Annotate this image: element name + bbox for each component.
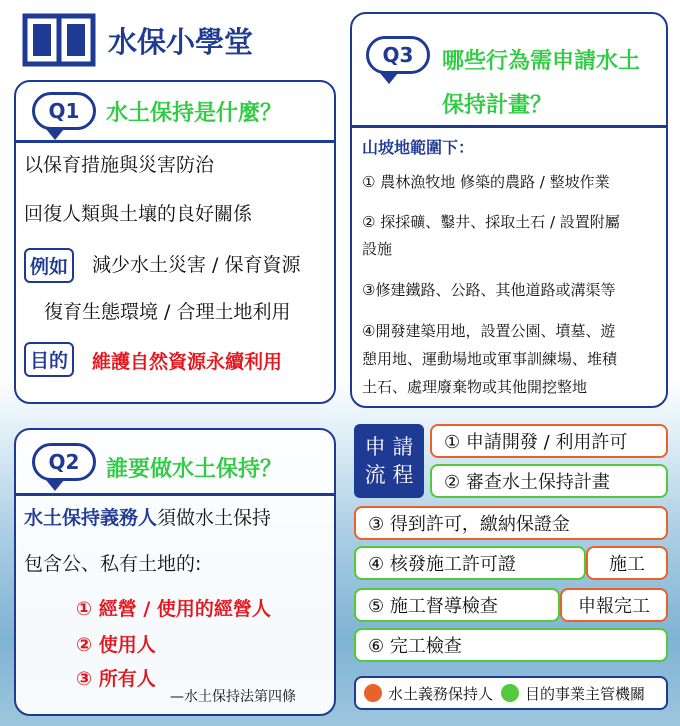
flow-side-construction: 施工 xyxy=(586,546,668,580)
example-label: 例如 xyxy=(24,248,74,283)
legend-green-label: 目的事業主管機關 xyxy=(525,684,646,703)
flow-step-2: ② 審查水土保持計畫 xyxy=(430,464,668,498)
q2-line1-bold: 水土保持義務人 xyxy=(24,507,158,529)
page-title: 水保小學堂 xyxy=(108,25,254,59)
q3-item4-line3: 土石、處理廢棄物或其他開挖整地 xyxy=(362,378,588,396)
q1-line2: 回復人類與土壤的良好關係 xyxy=(24,203,253,225)
legend-orange-label: 水土義務保持人 xyxy=(388,684,494,703)
q3-item3: ③修建鐵路、公路、其他道路或溝渠等 xyxy=(362,281,616,299)
q1-title: 水土保持是什麼？ xyxy=(106,101,283,126)
q2-item-1: ① 經營 / 使用的經營人 xyxy=(76,598,271,620)
flow-step-6: ⑥ 完工檢查 xyxy=(354,628,668,662)
q2-divider xyxy=(16,493,334,496)
q1-line1: 以保育措施與災害防治 xyxy=(24,154,215,176)
q3-item2-line2: 設施 xyxy=(362,240,393,258)
q1-divider xyxy=(16,140,334,143)
flow-side-report: 申報完工 xyxy=(560,588,668,622)
flow-step-3: ③ 得到許可，繳納保證金 xyxy=(354,506,668,540)
q3-divider xyxy=(352,125,666,128)
q3-subheading: 山坡地範圍下： xyxy=(362,138,475,157)
q1-example-line1: 減少水土災害 / 保育資源 xyxy=(92,254,301,276)
open-book-icon xyxy=(22,12,96,68)
q2-badge: Q2 xyxy=(32,443,96,481)
q2-line1-rest: 須做水土保持 xyxy=(157,507,272,529)
flow-label xyxy=(354,424,424,498)
q1-badge: Q1 xyxy=(32,92,96,130)
flow-label-line2: 流 程 xyxy=(364,463,414,487)
q2-item-3: ③ 所有人 xyxy=(76,668,156,690)
q3-badge-tail xyxy=(380,73,398,84)
q2-title: 誰要做水土保持？ xyxy=(106,457,283,482)
goal-label: 目的 xyxy=(24,342,74,377)
legend-green-dot xyxy=(501,684,519,702)
q3-item2-line1: ② 探採礦、鑿井、採取土石 / 設置附屬 xyxy=(362,213,620,231)
q2-line1 xyxy=(24,503,271,530)
legend-orange-dot xyxy=(364,684,382,702)
q2-source: —水土保持法第四條 xyxy=(170,689,296,705)
q3-title-line1: 哪些行為需申請水土 xyxy=(442,49,641,74)
q3-item4-line2: 憩用地、運動場地或軍事訓練場、堆積 xyxy=(362,350,618,368)
flow-step-1: ① 申請開發 / 利用許可 xyxy=(430,424,668,458)
q3-badge: Q3 xyxy=(366,36,430,74)
flow-label-line1: 申 請 xyxy=(364,434,414,459)
q2-badge-tail xyxy=(46,480,64,491)
flow-legend xyxy=(354,676,668,710)
q3-title-line2: 保持計畫？ xyxy=(442,93,553,118)
q3-item4-line1: ④開發建築用地，設置公園、墳墓、遊 xyxy=(362,322,616,340)
q1-example-line2: 復育生態環境 / 合理土地利用 xyxy=(44,301,291,323)
q1-badge-tail xyxy=(46,129,64,140)
q3-item1: ① 農林漁牧地 修築的農路 / 整坡作業 xyxy=(362,173,610,191)
q2-line2: 包含公、私有土地的: xyxy=(24,553,202,575)
q1-goal-text: 維護自然資源永續利用 xyxy=(92,351,283,373)
flow-step-5: ⑤ 施工督導檢查 xyxy=(354,588,560,622)
q2-item-2: ② 使用人 xyxy=(76,634,156,656)
flow-step-4: ④ 核發施工許可證 xyxy=(354,546,586,580)
